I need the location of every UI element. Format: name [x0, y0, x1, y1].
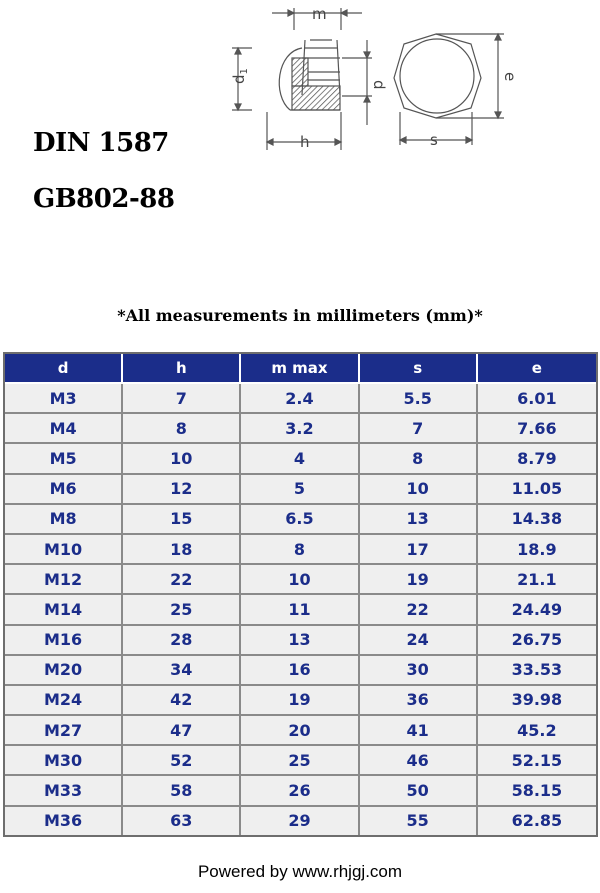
cell-m-max: 2.4	[241, 384, 359, 414]
cell-e: 39.98	[478, 686, 596, 716]
table-row	[5, 475, 596, 505]
cell-d: M6	[5, 475, 123, 505]
cell-m-max: 13	[241, 626, 359, 656]
label-h: h	[300, 133, 310, 151]
cell-m-max: 5	[241, 475, 359, 505]
header-e: e	[478, 354, 596, 384]
cell-s: 41	[360, 716, 478, 746]
standard-title-gb: GB802-88	[33, 184, 175, 214]
cell-e: 8.79	[478, 444, 596, 474]
cell-s: 13	[360, 505, 478, 535]
cell-h: 34	[123, 656, 241, 686]
table-row	[5, 626, 596, 656]
table-row	[5, 656, 596, 686]
cell-d: M5	[5, 444, 123, 474]
table-row	[5, 746, 596, 776]
cell-d: M20	[5, 656, 123, 686]
cell-h: 52	[123, 746, 241, 776]
header-m-max: m max	[241, 354, 359, 384]
dimension-table	[3, 352, 598, 837]
cell-h: 10	[123, 444, 241, 474]
cell-s: 36	[360, 686, 478, 716]
cell-e: 62.85	[478, 807, 596, 835]
cell-d: M36	[5, 807, 123, 835]
cell-m-max: 26	[241, 776, 359, 806]
cell-m-max: 29	[241, 807, 359, 835]
cell-s: 55	[360, 807, 478, 835]
cell-e: 14.38	[478, 505, 596, 535]
header-d: d	[5, 354, 123, 384]
cell-h: 63	[123, 807, 241, 835]
cell-m-max: 11	[241, 595, 359, 625]
cell-h: 15	[123, 505, 241, 535]
cell-s: 50	[360, 776, 478, 806]
table-header-row	[5, 354, 596, 384]
cell-d: M33	[5, 776, 123, 806]
cell-h: 22	[123, 565, 241, 595]
header-h: h	[123, 354, 241, 384]
units-note: *All measurements in millimeters (mm)*	[117, 306, 483, 325]
table-row	[5, 776, 596, 806]
cell-h: 7	[123, 384, 241, 414]
cell-m-max: 8	[241, 535, 359, 565]
cell-s: 8	[360, 444, 478, 474]
cell-s: 5.5	[360, 384, 478, 414]
powered-by-footer: Powered by www.rhjgj.com	[197, 862, 403, 881]
label-e: e	[501, 72, 519, 82]
cell-d: M4	[5, 414, 123, 444]
cell-h: 47	[123, 716, 241, 746]
cell-m-max: 10	[241, 565, 359, 595]
table-row	[5, 595, 596, 625]
cell-h: 42	[123, 686, 241, 716]
cell-s: 46	[360, 746, 478, 776]
cell-e: 52.15	[478, 746, 596, 776]
cell-e: 6.01	[478, 384, 596, 414]
cell-m-max: 3.2	[241, 414, 359, 444]
cell-d: M8	[5, 505, 123, 535]
cell-d: M10	[5, 535, 123, 565]
table-row	[5, 414, 596, 444]
cell-s: 17	[360, 535, 478, 565]
table-row	[5, 384, 596, 414]
cell-d: M3	[5, 384, 123, 414]
label-s: s	[430, 131, 438, 149]
cell-e: 45.2	[478, 716, 596, 746]
cell-h: 28	[123, 626, 241, 656]
cell-e: 24.49	[478, 595, 596, 625]
standard-title-din: DIN 1587	[33, 128, 169, 158]
table-body	[5, 384, 596, 835]
label-m: m	[312, 5, 327, 23]
table-row	[5, 716, 596, 746]
cell-d: M24	[5, 686, 123, 716]
cell-m-max: 4	[241, 444, 359, 474]
cell-s: 10	[360, 475, 478, 505]
table-row	[5, 686, 596, 716]
cell-e: 7.66	[478, 414, 596, 444]
cell-h: 8	[123, 414, 241, 444]
table-row	[5, 505, 596, 535]
cell-h: 12	[123, 475, 241, 505]
cell-e: 18.9	[478, 535, 596, 565]
table-row	[5, 807, 596, 835]
cell-h: 58	[123, 776, 241, 806]
cell-m-max: 20	[241, 716, 359, 746]
cell-e: 33.53	[478, 656, 596, 686]
cell-s: 19	[360, 565, 478, 595]
cell-e: 11.05	[478, 475, 596, 505]
cell-h: 18	[123, 535, 241, 565]
cell-h: 25	[123, 595, 241, 625]
table-row	[5, 535, 596, 565]
cell-m-max: 19	[241, 686, 359, 716]
cell-d: M12	[5, 565, 123, 595]
cell-d: M16	[5, 626, 123, 656]
header-s: s	[360, 354, 478, 384]
cell-m-max: 6.5	[241, 505, 359, 535]
label-d: d	[370, 80, 388, 90]
table-row	[5, 565, 596, 595]
cell-m-max: 25	[241, 746, 359, 776]
label-d1: $d_1$	[230, 68, 250, 84]
cap-nut-drawing	[222, 0, 600, 160]
cell-m-max: 16	[241, 656, 359, 686]
cell-e: 21.1	[478, 565, 596, 595]
cell-s: 7	[360, 414, 478, 444]
cell-s: 22	[360, 595, 478, 625]
cell-d: M27	[5, 716, 123, 746]
cell-e: 26.75	[478, 626, 596, 656]
cell-s: 30	[360, 656, 478, 686]
cell-d: M14	[5, 595, 123, 625]
cell-d: M30	[5, 746, 123, 776]
cell-e: 58.15	[478, 776, 596, 806]
cell-s: 24	[360, 626, 478, 656]
table-row	[5, 444, 596, 474]
